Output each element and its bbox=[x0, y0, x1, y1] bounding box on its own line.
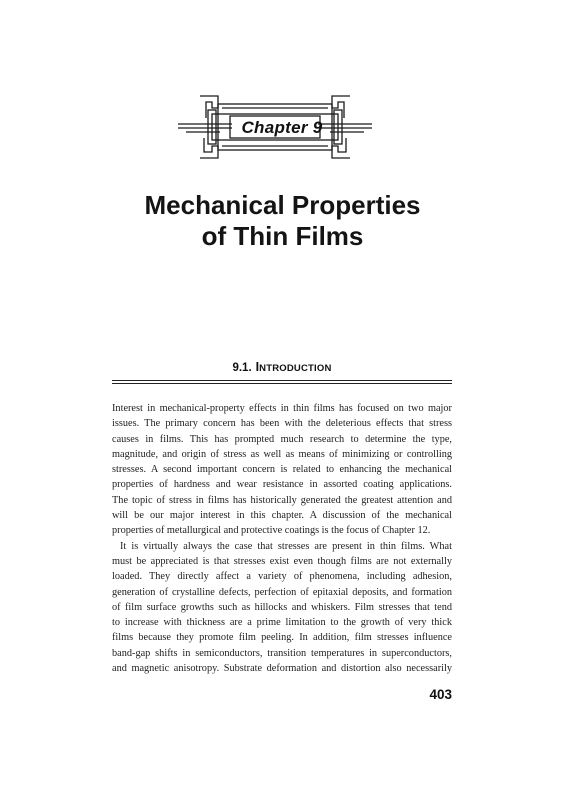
body-line: It is virtually always the case that stresses are present in thin films. What bbox=[120, 540, 452, 552]
section-title-initial: I bbox=[255, 360, 260, 374]
body-line: Interest in mechanical-property effects in thin films has focused on two major bbox=[112, 403, 452, 414]
body-line: generation of crystalline defects, perfection of epitaxial deposits, and formation bbox=[112, 586, 452, 598]
page-number: 403 bbox=[429, 687, 452, 702]
chapter-title bbox=[95, 190, 470, 252]
body-line: must be appreciated is that stresses exist even though films are not externally bbox=[112, 555, 452, 567]
body-line: properties of metallurgical and protective coatings is the focus of Chapter 12. bbox=[112, 525, 431, 537]
body-line: causes in films. This has prompted much research to determine the type, bbox=[112, 433, 452, 445]
body-line: of film surface growths such as hillocks and whiskers. Film stresses that tend bbox=[112, 601, 452, 613]
body-line: films because they promote film peeling. In addition, film stresses influence bbox=[112, 632, 452, 644]
section-rule-top bbox=[112, 380, 452, 381]
body-line: The topic of stress in films has historically generated the greatest attention and bbox=[112, 494, 452, 506]
body-line: to increase with thickness are a prime limitation to the growth of very thick bbox=[112, 617, 452, 629]
chapter-title-line-2: of Thin Films bbox=[201, 221, 364, 251]
body-line: issues. The primary concern has been with the deleterious effects that stress bbox=[112, 418, 452, 430]
body-line: magnitude, and origin of stress as well as means of minimizing or controlling bbox=[112, 448, 452, 460]
chapter-title-line-1: Mechanical Properties bbox=[144, 190, 421, 220]
chapter-label: Chapter 9 bbox=[241, 118, 323, 137]
body-line: properties of hardness and wear resistance in assorted coating applications. bbox=[112, 479, 452, 491]
section-rule-bottom bbox=[112, 383, 452, 384]
body-line: will be our major interest in this chapter. A discussion of the mechanical bbox=[112, 510, 452, 522]
section-title-rest: NTRODUCTION bbox=[259, 363, 332, 374]
body-line: stresses. A second important concern is related to enhancing the mechanical bbox=[112, 464, 452, 476]
body-line: band-gap shifts in semiconductors, transition temperatures in superconductors, bbox=[112, 647, 452, 659]
body-line: and magnetic anisotropy. Substrate deformation and distortion also necessarily bbox=[112, 663, 452, 675]
section-number: 9.1. bbox=[232, 362, 252, 374]
body-text bbox=[112, 401, 452, 676]
body-line: loaded. They directly affect a variety of phenomena, including adhesion, bbox=[112, 571, 452, 583]
section-heading bbox=[0, 360, 564, 374]
